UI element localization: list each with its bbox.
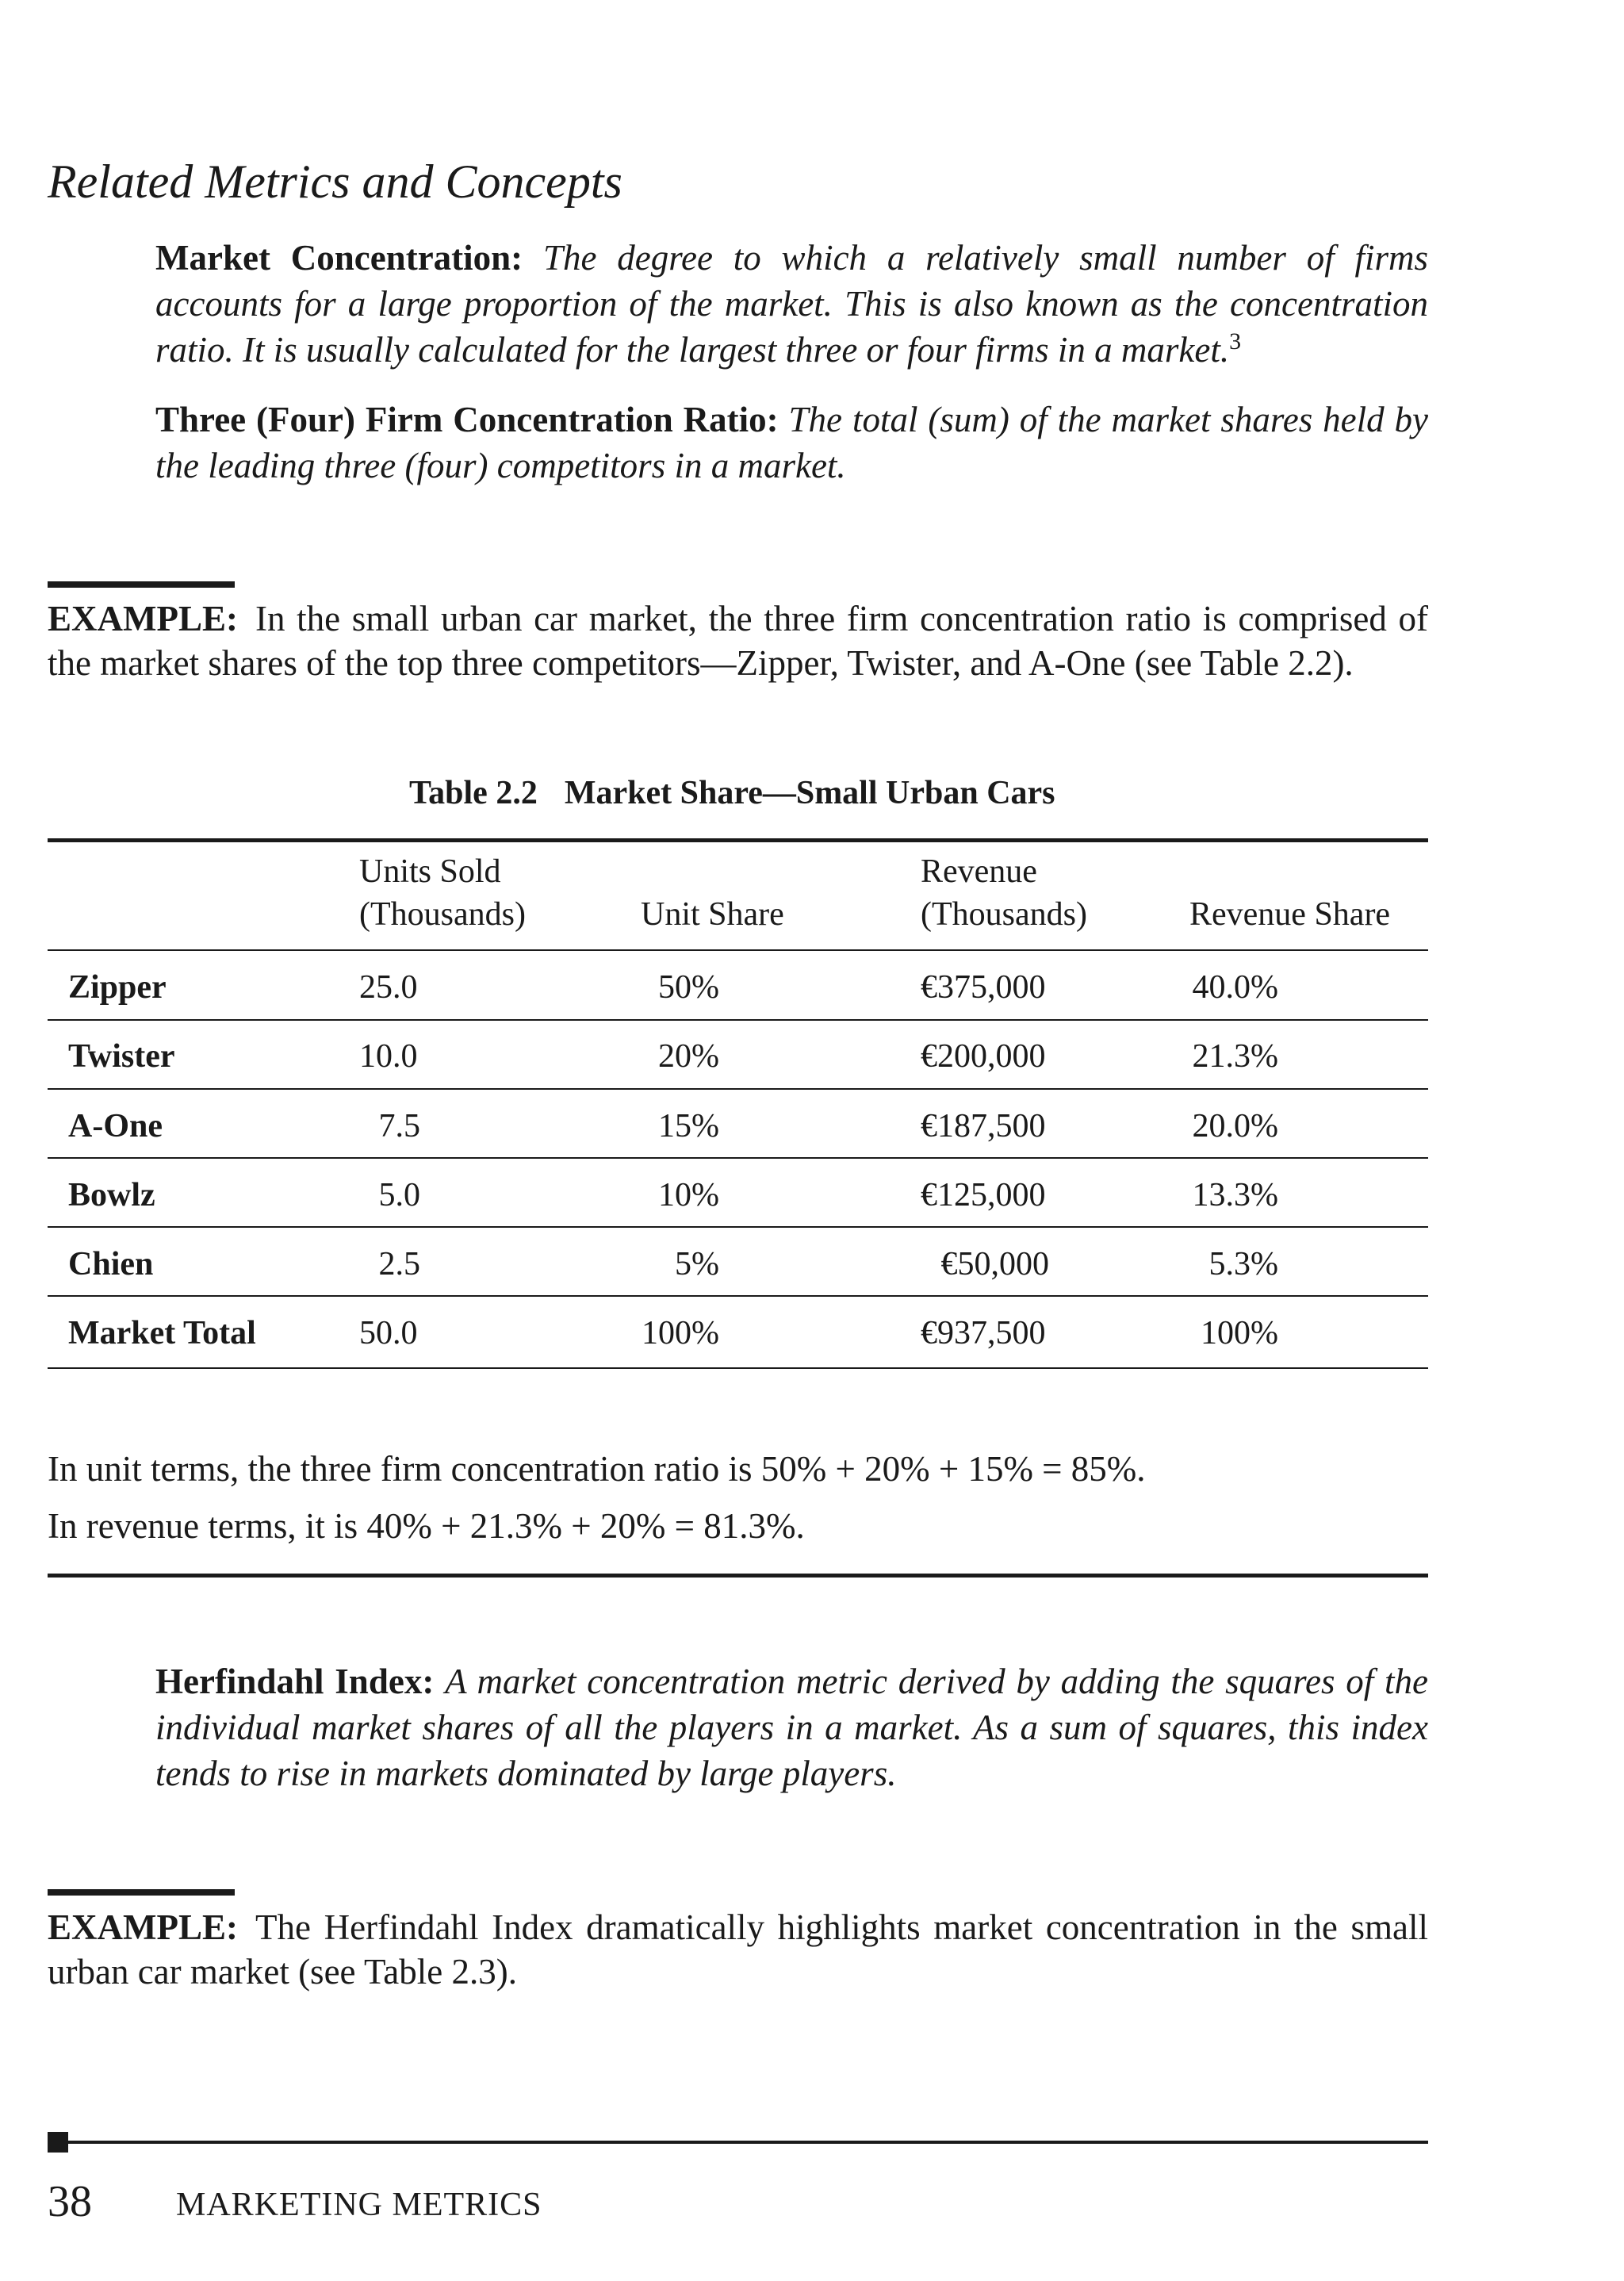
header-units-sold: Units Sold (359, 853, 501, 890)
definition-text: A market concentration metric derived by adding the squares of the individual market shares of all the players in a market. As a sum of squares, this index tends to rise in markets dominated by large players. (155, 1662, 1428, 1793)
table-caption (409, 774, 1055, 812)
header-revenue-thousands: (Thousands) (921, 896, 1087, 933)
example-concentration-ratio (48, 596, 1428, 685)
units-sold: 5.0 (378, 1177, 420, 1213)
revenue: €125,000 (921, 1177, 1046, 1213)
table-title: Market Share—Small Urban Cars (564, 775, 1055, 811)
revenue-share: 21.3% (1192, 1038, 1278, 1075)
footer-rule (68, 2141, 1428, 2144)
header-revenue-share: Revenue Share (1189, 896, 1391, 933)
header-revenue: Revenue (921, 853, 1037, 890)
revenue-share: 13.3% (1192, 1177, 1278, 1213)
unit-share: 20% (658, 1038, 719, 1075)
unit-share: 50% (658, 969, 719, 1006)
definition-term: Market Concentration: (155, 238, 523, 278)
units-sold: 7.5 (378, 1108, 420, 1144)
example-herfindahl (48, 1905, 1428, 1994)
unit-share: 5% (675, 1246, 719, 1282)
revenue: €187,500 (921, 1108, 1046, 1144)
running-head: MARKETING METRICS (176, 2187, 542, 2223)
revenue: €200,000 (921, 1038, 1046, 1075)
row-name: A-One (68, 1108, 163, 1144)
units-sold: 25.0 (359, 969, 418, 1006)
row-divider (48, 1019, 1428, 1021)
revenue-share: 40.0% (1192, 969, 1278, 1006)
header-units-thousands: (Thousands) (359, 896, 526, 933)
page-number: 38 (48, 2177, 92, 2226)
unit-share: 15% (658, 1108, 719, 1144)
revenue: €50,000 (940, 1246, 1049, 1282)
revenue-terms-calculation: In revenue terms, it is 40% + 21.3% + 20% = 81.3%. (48, 1506, 805, 1546)
example-rule (48, 1889, 235, 1896)
example-label: EXAMPLE: (48, 599, 238, 638)
table-top-rule (48, 838, 1428, 842)
definition-text: The total (sum) of the market shares held by the leading three (four) competitors in a market. (155, 400, 1428, 485)
row-divider (48, 1088, 1428, 1090)
definition-market-concentration (155, 235, 1428, 373)
row-name: Twister (68, 1038, 175, 1075)
table-header-rule (48, 949, 1428, 951)
units-sold: 2.5 (378, 1246, 420, 1282)
revenue-share: 20.0% (1192, 1108, 1278, 1144)
row-name: Chien (68, 1246, 154, 1282)
unit-terms-calculation: In unit terms, the three firm concentration ratio is 50% + 20% + 15% = 85%. (48, 1449, 1146, 1489)
row-divider (48, 1295, 1428, 1297)
example-label: EXAMPLE: (48, 1907, 238, 1947)
footer-square-marker (48, 2132, 68, 2153)
revenue: €937,500 (921, 1315, 1046, 1351)
revenue-share: 100% (1201, 1315, 1278, 1351)
row-name: Bowlz (68, 1177, 155, 1213)
definition-firm-concentration-ratio (155, 397, 1428, 489)
units-sold: 50.0 (359, 1315, 418, 1351)
section-heading: Related Metrics and Concepts (48, 155, 622, 208)
table-number: Table 2.2 (409, 775, 538, 811)
header-unit-share: Unit Share (641, 896, 784, 933)
row-name: Market Total (68, 1315, 256, 1351)
units-sold: 10.0 (359, 1038, 418, 1075)
unit-share: 10% (658, 1177, 719, 1213)
definition-term: Three (Four) Firm Concentration Ratio: (155, 400, 779, 439)
revenue: €375,000 (921, 969, 1046, 1006)
definition-term: Herfindahl Index: (155, 1662, 435, 1701)
table-bottom-rule (48, 1367, 1428, 1369)
row-divider (48, 1157, 1428, 1159)
example-rule (48, 581, 235, 588)
definition-herfindahl-index (155, 1658, 1428, 1796)
definition-text: The degree to which a relatively small number of firms accounts for a large proportion of the market. This is also known as the concentration ratio. It is usually calculated for the largest three or four firms in a market. (155, 238, 1428, 370)
revenue-share: 5.3% (1208, 1246, 1278, 1282)
row-name: Zipper (68, 969, 167, 1006)
example-text: The Herfindahl Index dramatically highlights market concentration in the small urban car market (see Table 2.3). (48, 1907, 1428, 1992)
example-text: In the small urban car market, the three firm concentration ratio is comprised of the market shares of the top three competitors—Zipper, Twister, and A-One (see Table 2.2). (48, 599, 1428, 683)
unit-share: 100% (642, 1315, 719, 1351)
row-divider (48, 1226, 1428, 1228)
example-end-rule (48, 1574, 1428, 1578)
footnote-marker: 3 (1229, 328, 1242, 355)
